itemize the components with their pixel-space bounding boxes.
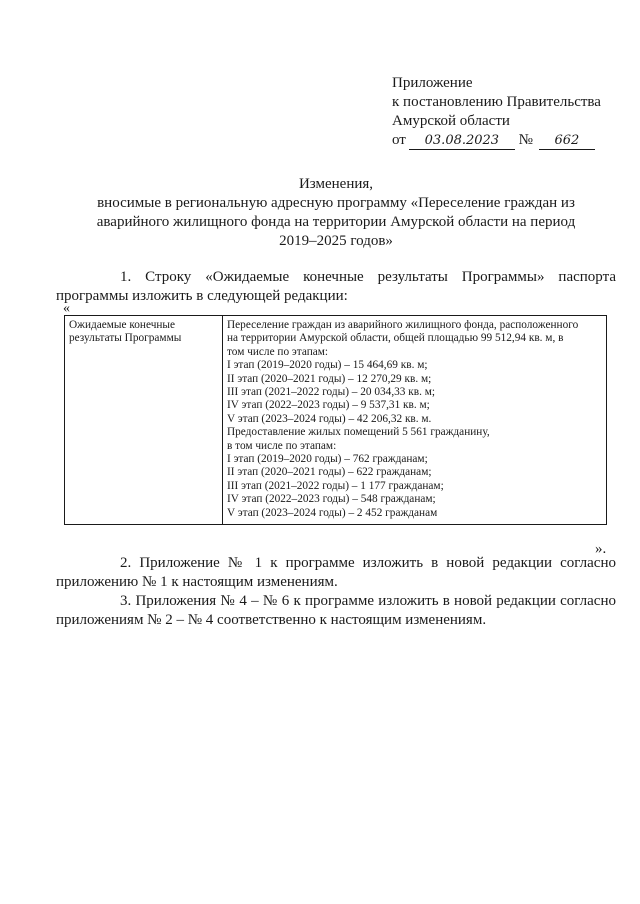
table-line: на территории Амурской области, общей площадью 99 512,94 кв. м, в (227, 332, 564, 345)
paragraph-1: 1. Строку «Ожидаемые конечные результаты Программы» паспорта программы изложить в следующей редакции: (56, 269, 616, 304)
appendix-line-2: к постановлению Правительства (392, 94, 601, 110)
table-row (65, 316, 607, 525)
from-label: от (392, 132, 406, 148)
table-line: в том числе по этапам: (227, 439, 337, 452)
table-line: II этап (2020–2021 годы) – 622 гражданам; (227, 466, 432, 479)
paragraph-2: 2. Приложение № 1 к программе изложить в новой редакции согласно приложению № 1 к настоящим изменениям. (56, 555, 616, 590)
document-title (56, 175, 616, 251)
appendix-line-1: Приложение (392, 75, 473, 91)
title-line-3: аварийного жилищного фонда на территории Амурской области на период (96, 214, 576, 230)
passport-table (64, 315, 607, 525)
table-line: V этап (2023–2024 годы) – 42 206,32 кв. м. (227, 412, 432, 425)
table-value-cell (223, 316, 607, 525)
table-line: Предоставление жилых помещений 5 561 гражданину, (227, 426, 490, 439)
title-line-2: вносимые в региональную адресную программу «Переселение граждан из (97, 195, 575, 211)
handwritten-number: 662 (539, 133, 595, 150)
table-line: IV этап (2022–2023 годы) – 548 гражданам; (227, 493, 436, 506)
handwritten-date: 03.08.2023 (409, 133, 515, 150)
number-label: № (518, 132, 533, 148)
table-label-cell: Ожидаемые конечные результаты Программы (65, 316, 223, 525)
table-line: Переселение граждан из аварийного жилищного фонда, расположенного (227, 319, 579, 331)
table-line: IV этап (2022–2023 годы) – 9 537,31 кв. м; (227, 399, 430, 412)
appendix-block (392, 74, 632, 150)
table-line: I этап (2019–2020 годы) – 15 464,69 кв. м; (227, 359, 428, 372)
quote-close-mark: ». (595, 541, 607, 557)
table-line: том числе по этапам: (227, 345, 329, 358)
appendix-date-number-row (392, 131, 632, 150)
quote-open-mark: « (63, 301, 70, 316)
table-line: II этап (2020–2021 годы) – 12 270,29 кв. м; (227, 372, 432, 385)
title-line-1: Изменения, (298, 176, 374, 192)
paragraph-3: 3. Приложения № 4 – № 6 к программе изложить в новой редакции согласно приложениям № 2 – № 4 соответственно к настоящим изменениям. (56, 593, 616, 628)
table-line: III этап (2021–2022 годы) – 1 177 гражданам; (227, 479, 444, 492)
appendix-line-3: Амурской области (392, 113, 510, 129)
title-line-4: 2019–2025 годов» (279, 233, 393, 249)
table-line: V этап (2023–2024 годы) – 2 452 гражданам (227, 506, 438, 519)
table-line: I этап (2019–2020 годы) – 762 гражданам; (227, 453, 428, 466)
table-line: III этап (2021–2022 годы) – 20 034,33 кв. м; (227, 386, 436, 399)
